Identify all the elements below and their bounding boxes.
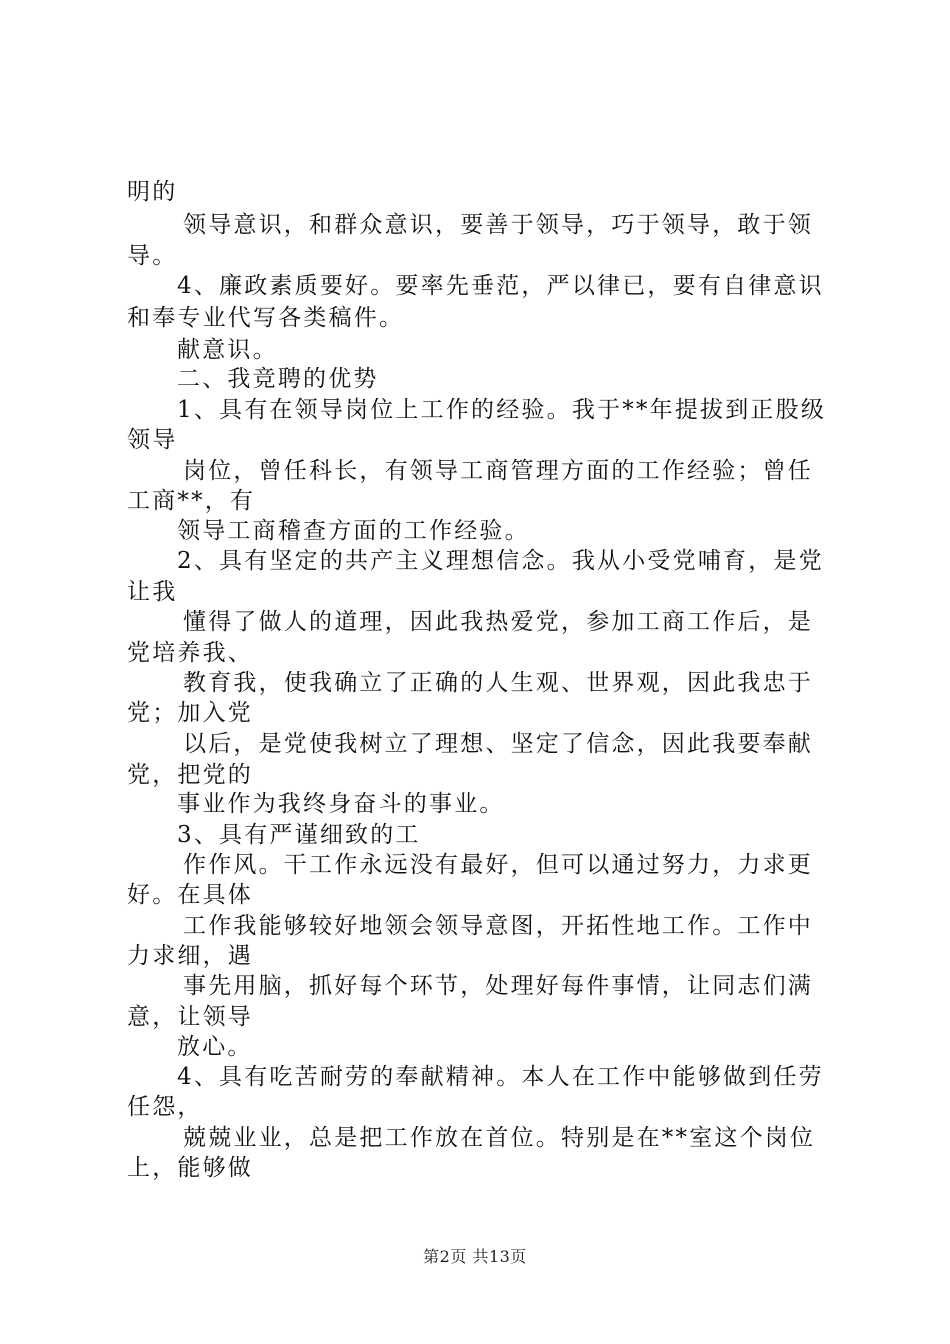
text-line: 3、具有严谨细致的工 — [177, 822, 421, 848]
text-line: 党培养我、 — [127, 640, 253, 666]
text-line: 事先用脑，抓好每个环节，处理好每件事情，让同志们满 — [183, 973, 813, 999]
text-line: 任怨， — [127, 1094, 203, 1120]
text-line: 兢兢业业，总是把工作放在首位。特别是在**室这个岗位 — [183, 1125, 816, 1151]
section-heading: 二、我竞聘的优势 — [177, 366, 379, 392]
text-line: 工商**，有 — [127, 488, 256, 514]
text-line: 好。在具体 — [127, 882, 253, 908]
page-footer: 第2页 共13页 — [423, 1247, 527, 1266]
text-line: 党，把党的 — [127, 762, 253, 788]
text-line: 党；加入党 — [127, 700, 253, 726]
text-line: 导。 — [127, 243, 178, 269]
text-line: 以后，是党使我树立了理想、坚定了信念，因此我要奉献 — [183, 731, 813, 757]
text-line: 事业作为我终身奋斗的事业。 — [177, 791, 505, 817]
text-line: 明的 — [127, 179, 178, 205]
text-line: 上，能够做 — [127, 1155, 253, 1181]
text-line: 放心。 — [177, 1034, 253, 1060]
text-line: 工作我能够较好地领会领导意图，开拓性地工作。工作中 — [183, 913, 813, 939]
text-line: 力求细，遇 — [127, 943, 253, 969]
text-line: 作作风。干工作永远没有最好，但可以通过努力，力求更 — [183, 852, 813, 878]
text-line: 让我 — [127, 579, 178, 605]
text-line: 2、具有坚定的共产主义理想信念。我从小受党哺育，是党 — [177, 548, 824, 574]
text-line: 1、具有在领导岗位上工作的经验。我于**年提拔到正股级 — [177, 397, 827, 423]
text-line: 岗位，曾任科长，有领导工商管理方面的工作经验；曾任 — [183, 458, 813, 484]
text-line: 4、廉政素质要好。要率先垂范，严以律已，要有自律意识 — [177, 273, 824, 299]
text-line: 4、具有吃苦耐劳的奉献精神。本人在工作中能够做到任劳 — [177, 1064, 824, 1090]
text-line: 献意识。 — [177, 337, 278, 363]
text-line: 和奉专业代写各类稿件。 — [127, 305, 405, 331]
text-line: 领导意识，和群众意识，要善于领导，巧于领导，敢于领 — [183, 212, 813, 238]
text-line: 意，让领导 — [127, 1004, 253, 1030]
text-line: 领导 — [127, 427, 178, 453]
text-line: 领导工商稽查方面的工作经验。 — [177, 518, 530, 544]
text-line: 懂得了做人的道理，因此我热爱党，参加工商工作后，是 — [183, 609, 813, 635]
text-line: 教育我，使我确立了正确的人生观、世界观，因此我忠于 — [183, 670, 813, 696]
